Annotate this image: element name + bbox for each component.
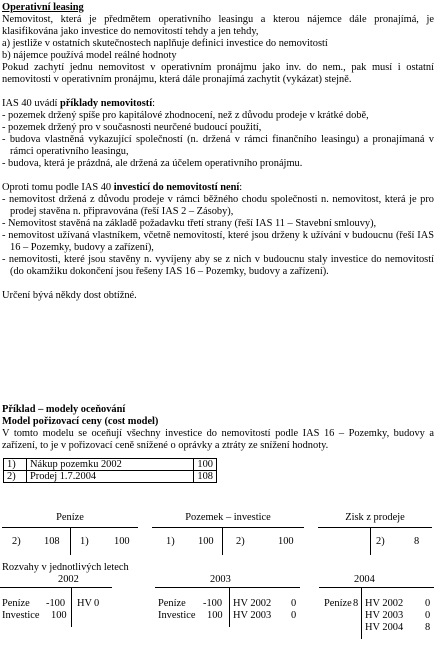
balance-label: HV 2003 xyxy=(233,610,272,621)
balance-label: Peníze xyxy=(2,598,30,609)
paragraph xyxy=(2,182,434,194)
paragraph: V tomto modelu se oceňují všechny investice do nemovitostí podle IAS 16 – Pozemky, budovy a zařízení, to je v pořizovací ceně snížené o oprávky a ztráty ze snížení hodnoty. xyxy=(2,428,434,451)
t-account-value: 100 xyxy=(114,536,130,547)
t-account-zisk xyxy=(318,512,432,556)
paragraph: b) nájemce používá model reálné hodnoty xyxy=(2,50,177,61)
paragraph xyxy=(2,98,434,110)
t-account-value: 1) xyxy=(166,536,175,547)
list-item: - pozemek držený pro v současnosti neurčené budoucí použití, xyxy=(2,122,262,133)
table-row xyxy=(4,471,217,483)
balance-label: HV 2002 xyxy=(233,598,272,609)
text-run: IAS 40 uvádí xyxy=(2,98,61,109)
list-item: - nemovitosti, které jsou stavěny n. vyvíjeny aby se z nich v budoucnu staly investice do nemovitostí (do okamžiku dokončení jsou řešeny IAS 16 – Pozemky, budovy a zařízení). xyxy=(2,254,434,277)
list-item: - Nemovitost stavěná na základě požadavku třetí strany (řeší IAS 11 – Stavební smlouvy), xyxy=(2,218,377,229)
t-account-title: Zisk z prodeje xyxy=(345,512,405,523)
balance-value: 8 xyxy=(353,598,359,609)
t-account-value: 2) xyxy=(12,536,21,547)
list-item: - pozemek držený spíše pro kapitálové zhodnocení, než z důvodu prodeje v krátké době, xyxy=(2,110,369,121)
list-item: - nemovitost užívaná vlastníkem, včetně nemovitostí, které jsou drženy k užívání v budoucnu (řeší IAS 16 – Pozemky, budovy a zařízení), xyxy=(2,230,434,253)
list-item: - budova vlastněná vykazující společností (n. držená v rámci finančního leasingu) a pronajímaná v rámci operativního leasingu, xyxy=(2,134,434,157)
example-section xyxy=(2,404,434,483)
balance-value: 8 xyxy=(425,622,431,633)
t-account-value: 2) xyxy=(236,536,245,547)
balance-label: HV 2002 xyxy=(365,598,404,609)
t-account-penize xyxy=(2,512,138,556)
document-page xyxy=(2,2,434,302)
t-account-value: 100 xyxy=(198,536,214,547)
table-cell: Nákup pozemku 2002 xyxy=(27,459,194,471)
balance-2003-rule xyxy=(155,587,300,588)
balance-value: 0 xyxy=(425,598,431,609)
section-heading: Operativní leasing xyxy=(2,2,84,13)
t-account-title: Pozemek – investice xyxy=(185,512,271,523)
t-account-value: 2) xyxy=(376,536,385,547)
year-label: 2002 xyxy=(58,574,79,585)
list-item: - nemovitost držená z důvodu prodeje v rámci běžného chodu společnosti n. nemovitost, která je pro prodej stavěna n. připravována (řeší IAS 2 – Zásoby), xyxy=(2,194,434,217)
year-label: 2003 xyxy=(210,574,231,585)
year-label: 2004 xyxy=(354,574,375,585)
balance-label: HV 2004 xyxy=(365,622,404,633)
table-row xyxy=(4,459,217,471)
balance-value: 0 xyxy=(291,610,297,621)
text-run: Oproti tomu podle IAS 40 xyxy=(2,182,114,193)
table-cell: 1) xyxy=(4,459,27,471)
paragraph: Určení bývá někdy dost obtížné. xyxy=(2,290,137,301)
balance-sheets-title: Rozvahy v jednotlivých letech xyxy=(2,562,129,573)
t-account-pozemek xyxy=(152,512,304,556)
table-cell: 108 xyxy=(194,471,217,483)
example-heading: Příklad – modely oceňování xyxy=(2,404,126,415)
balance-value: 100 xyxy=(51,610,67,621)
t-account-value: 100 xyxy=(278,536,294,547)
balance-value: 0 xyxy=(94,598,100,609)
text-run-bold: investicí do nemovitostí není xyxy=(113,182,240,193)
table-cell: 100 xyxy=(194,459,217,471)
balance-label: HV 2003 xyxy=(365,610,404,621)
balance-value: 0 xyxy=(425,610,431,621)
balance-value: 0 xyxy=(291,598,297,609)
balance-2003-divider xyxy=(229,587,230,627)
t-account-value: 1) xyxy=(80,536,89,547)
balance-2002-divider xyxy=(71,587,72,627)
table-cell: 2) xyxy=(4,471,27,483)
t-account-value: 8 xyxy=(414,536,420,547)
balance-2004-divider xyxy=(361,587,362,639)
balance-value: -100 xyxy=(46,598,66,609)
balance-2004-rule xyxy=(319,587,434,588)
balance-value: -100 xyxy=(203,598,223,609)
t-account-title: Peníze xyxy=(56,512,84,523)
transactions-table xyxy=(3,458,217,483)
list-item: - budova, která je prázdná, ale držená za účelem operativního pronájmu. xyxy=(2,158,303,169)
balance-label: Peníze xyxy=(324,598,352,609)
balance-label: Peníze xyxy=(158,598,186,609)
text-run: : xyxy=(239,182,243,193)
balance-value: 100 xyxy=(207,610,223,621)
table-cell: Prodej 1.7.2004 xyxy=(27,471,194,483)
balance-label: Investice xyxy=(2,610,40,621)
text-run: : xyxy=(152,98,155,109)
balance-2002-rule xyxy=(0,587,112,588)
example-subheading: Model pořizovací ceny (cost model) xyxy=(2,416,159,427)
paragraph: Pokud zachytí jednu nemovitost v operativním pronájmu jako inv. do nem., pak musí i ostatní nemovitosti v operativním pronájmu, která dále pronajímá zachytit (vykázat) stejně. xyxy=(2,62,434,85)
balance-label: Investice xyxy=(158,610,196,621)
text-run-bold: příklady nemovitostí xyxy=(60,98,153,109)
paragraph: a) jestliže v ostatních skutečnostech naplňuje definici investice do nemovitostí xyxy=(2,38,328,49)
paragraph: Nemovitost, která je předmětem operativního leasingu a kterou nájemce dále pronajímá, je klasifikována jako investice do nemovitostí tehdy a jen tehdy, xyxy=(2,14,434,37)
balance-label: HV xyxy=(77,598,93,609)
t-account-value: 108 xyxy=(44,536,60,547)
